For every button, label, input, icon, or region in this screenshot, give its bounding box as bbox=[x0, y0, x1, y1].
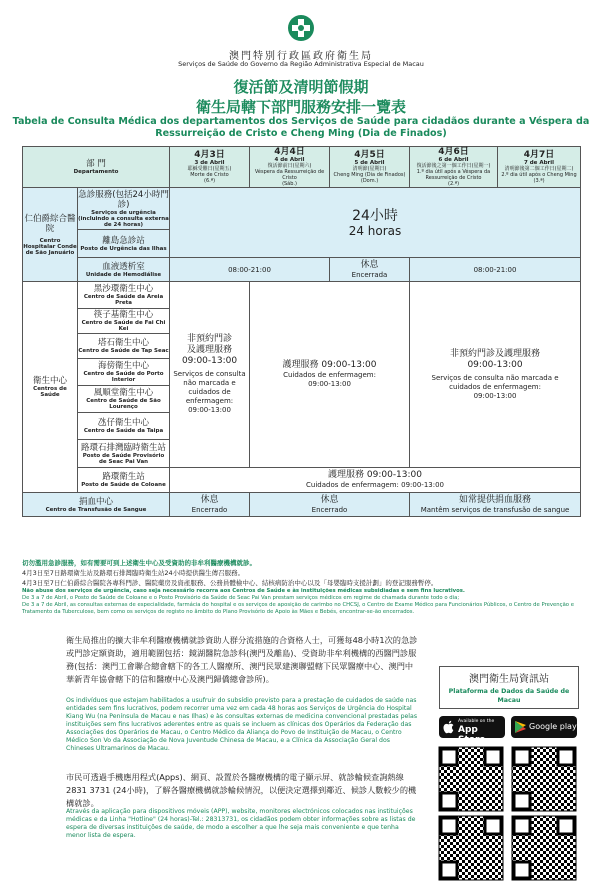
table-row bbox=[23, 188, 581, 230]
note-2-cn: 4月3日至7日路環衛生站及路環石排灣臨時衛生站24小時提供醫生傳召服務。 bbox=[22, 569, 245, 577]
apr3-hours: 09:00-13:00 bbox=[181, 356, 238, 366]
date-pt: 7 de Abril bbox=[524, 160, 555, 166]
org-name-pt: Serviços de Saúde do Governo da Região Administrativa Especial de Macau bbox=[178, 60, 424, 68]
centre-unit-pt: Centro de Saúde da Areia Preta bbox=[83, 294, 164, 306]
date-name-pt: 2.º dia útil após o Cheng Ming bbox=[501, 172, 577, 178]
centres-name-pt: Centros de Saúde bbox=[33, 386, 67, 398]
dialysis-unit-pt: Unidade de Hemodiálise bbox=[85, 271, 162, 278]
blood-open-pt: Mantêm serviços de transfusão de sangue bbox=[420, 505, 570, 514]
nursing-pt: Cuidados de enfermagem: bbox=[283, 371, 376, 379]
date-name-cn: 清明節(星期日) bbox=[352, 166, 387, 172]
date-name-pt: Cheng Ming (Dia de Finados) bbox=[333, 172, 406, 178]
note-1-cn: 切勿濫用急診服務，如有需要可到上述衛生中心及受資助的非牟利醫療機構就診。 bbox=[22, 559, 256, 567]
title-pt bbox=[0, 116, 602, 140]
hospital-name-cn: 仁伯爵綜合醫院 bbox=[24, 213, 76, 234]
islands-unit-cell bbox=[78, 230, 170, 258]
dialysis-unit-cell bbox=[78, 258, 170, 282]
dept-header-cn: 部 門 bbox=[86, 159, 106, 169]
schedule-table bbox=[22, 146, 581, 517]
blood-closed-cell bbox=[170, 493, 250, 517]
centre-unit-cn: 風順堂衛生中心 bbox=[93, 388, 154, 398]
apr67-service-cn: 非預約門診及護理服務 bbox=[450, 348, 541, 359]
blood-unit-cn: 捐血中心 bbox=[79, 496, 114, 507]
qr-code-website-icon[interactable] bbox=[439, 816, 503, 880]
apr3-pt-hours: 09:00-13:00 bbox=[188, 406, 231, 414]
date-name-cn: 復活節後之第一個工作日(星期一) bbox=[416, 163, 491, 169]
closed-cn: 休息 bbox=[200, 494, 219, 505]
date-cn: 4月4日 bbox=[274, 147, 305, 157]
closed-pt: Encerrado bbox=[191, 505, 228, 514]
note-3-pt: De 3 a 7 de Abril, as consultas externas de especialidade, farmácia do hospital e os serviços de aposição de carimbo no CHCSJ, o Centro de Exame Médico para Funcionários Públicos, o Centro de Prevenção e Tratamento da Tuberculose, bem como os serviços de registo no âmbito do Plano Provisório de Apoio às Mães e Bebés, encontrar-se-ão encerrados. bbox=[22, 602, 574, 615]
title-pt-line2: Ressurreição de Cristo e Cheng Ming (Dia de Finados) bbox=[155, 128, 447, 139]
date-cn: 4月3日 bbox=[194, 150, 225, 160]
coloane-cn: 護理服務 09:00-13:00 bbox=[328, 470, 422, 480]
apr3-service-cn1: 非預約門診 bbox=[187, 334, 233, 344]
date-name-cn: 清明節後第二個工作日(星期二) bbox=[504, 166, 574, 172]
coloane-pt: Cuidados de enfermagem: 09:00-13:00 bbox=[306, 481, 444, 489]
info-station-pt: Plataforma de Dados da Saúde de Macau bbox=[448, 688, 570, 704]
centre-unit-pt: Centro de Saúde de Tap Seac bbox=[78, 348, 169, 354]
date-col-apr6 bbox=[410, 147, 498, 188]
date-pt: 4 de Abril bbox=[274, 157, 305, 163]
h24-pt: 24 horas bbox=[348, 223, 402, 238]
er-unit-pt: Serviços de urgência (incluindo a consulta externa de 24 horas) bbox=[78, 209, 169, 228]
er-unit-cn: 急診服務(包括24小時門診) bbox=[78, 189, 169, 210]
title-pt-line1: Tabela de Consulta Médica dos departamentos dos Serviços de Saúde para cidadãos durante a Véspera da bbox=[12, 116, 590, 127]
date-pt: 3 de Abril bbox=[194, 160, 225, 166]
h24-cn: 24小時 bbox=[352, 207, 398, 224]
qr-code-google-play-icon[interactable] bbox=[512, 747, 576, 811]
centre-unit-pt: Posto de Saúde Provisório de Seac Pai Van bbox=[82, 452, 165, 465]
note-2-pt: De 3 a 7 de Abril, o Posto de Saúde de Coloane e o Posto Provisório da Saúde de Seac Pai Van prestam serviços médicos em regime de chamada durante todo o dia; bbox=[22, 595, 460, 601]
info-station-cn: 澳門衛生局資訊站 bbox=[469, 674, 549, 685]
dept-header bbox=[23, 147, 170, 188]
centre-unit bbox=[78, 359, 170, 386]
dialysis-hours-2: 08:00-21:00 bbox=[410, 258, 581, 282]
date-name-cn: 耶穌受難日(星期五) bbox=[187, 166, 232, 172]
date-col-apr5 bbox=[330, 147, 410, 188]
paragraph-2-pt: Através da aplicação para dispositivos móveis (APP), website, monitores electrónicos colocados nas instituições médicas e da Linha "Hotline" (24 horas)-Tel.: 28313731, os cidadãos podem obter informações sobre as listas de espera de diversas instituições de saúde, de modo a escolher a que lhe seja mais conveniente e que tenha menor lista de espera. bbox=[66, 808, 416, 839]
centres-apr67-cell bbox=[410, 282, 581, 468]
table-row bbox=[23, 493, 581, 517]
centres-name-cn: 衛生中心 bbox=[32, 376, 67, 386]
date-cn: 4月6日 bbox=[438, 147, 469, 157]
centre-unit-pt: Centro de Saúde de São Lourenço bbox=[86, 398, 161, 410]
date-col-apr7 bbox=[498, 147, 581, 188]
blood-closed2-cell bbox=[250, 493, 410, 517]
dialysis-hours: 08:00-21:00 bbox=[170, 258, 330, 282]
closed-pt: Encerrado bbox=[311, 505, 348, 514]
paragraph-1-pt: Os indivíduos que estejam habilitados a usufruir do subsídio previsto para a prestação de cuidados de saúde nas entidades sem fins lucrativos, podem recorrer uma vez em cada 48 horas aos Serviços de Urgência do Hospital Kiang Wu (na Península de Macau e nas Ilhas) e às consultas externas de medicina convencional prestadas pelas instituições sem fins lucrativos aderentes entre as quais se incluem as clínicas dos Operários da Federação das Associações dos Operários de Macau, o Centro Médico da Aliança do Povo de Instituição de Macau, o Centro Médico Son Vo da Associação de Nova Juventude Chinesa de Macau, e a Clínica da Associação Geral dos Chineses Ultramarinos de Macau. bbox=[66, 697, 418, 752]
date-col-apr3 bbox=[170, 147, 250, 188]
date-cn: 4月7日 bbox=[523, 150, 555, 160]
blood-unit-cell bbox=[23, 493, 170, 517]
centre-unit-cn: 塔石衛生中心 bbox=[98, 338, 150, 348]
blood-unit-pt: Centro de Transfusão de Sangue bbox=[45, 506, 147, 513]
centres-nursing-cell bbox=[250, 282, 410, 468]
date-cn: 4月5日 bbox=[354, 150, 385, 160]
centre-unit-cn: 路環石排灣臨時衛生站 bbox=[81, 442, 167, 453]
date-name-pt: Morte de Cristo bbox=[190, 172, 229, 178]
centre-unit bbox=[78, 386, 170, 413]
apr67-hours: 09:00-13:00 bbox=[467, 359, 523, 370]
org-name-cn: 澳門特別行政區政府衛生局 bbox=[229, 51, 373, 62]
blood-open-cell bbox=[410, 493, 581, 517]
date-pt: 6 de Abril bbox=[438, 157, 469, 163]
date-pt: 5 de Abril bbox=[354, 160, 385, 166]
centre-unit-cn: 筷子基衛生中心 bbox=[93, 310, 154, 320]
islands-unit-cn: 離島急診站 bbox=[102, 235, 145, 246]
paragraph-2-cn: 市民可透過手機應用程式(Apps)、網頁、設置於各醫療機構的電子顯示屏、就診輪候查詢熱線2831 3731 (24小時)，了解各醫療機構就診輪候情況，以便決定選擇到鄰近、候診人數較少的機構就診。 bbox=[66, 772, 417, 808]
nursing-cn: 護理服務 09:00-13:00 bbox=[282, 360, 377, 370]
app-store-label: App Store bbox=[458, 725, 486, 745]
er-unit-cell bbox=[78, 188, 170, 230]
centre-unit bbox=[78, 282, 170, 309]
centre-unit bbox=[78, 413, 170, 440]
closed-cn: 休息 bbox=[320, 494, 339, 505]
centre-unit-pt: Centro de Saúde de Fai Chi Kei bbox=[81, 320, 166, 332]
date-weekday: (Sáb.) bbox=[282, 181, 297, 187]
blood-open-cn: 如常提供捐血服務 bbox=[459, 494, 532, 505]
centre-unit-cn: 海傍衛生中心 bbox=[98, 361, 150, 371]
app-store-badge[interactable] bbox=[439, 716, 505, 745]
table-row bbox=[23, 282, 581, 309]
hospital-name-pt: Centro Hospitalar Conde de São Januário bbox=[23, 237, 77, 256]
table-header-row bbox=[23, 147, 581, 188]
qr-code-wechat-icon[interactable] bbox=[512, 816, 576, 880]
date-col-apr4 bbox=[250, 147, 330, 188]
info-station-box bbox=[439, 666, 579, 709]
qr-codes bbox=[438, 746, 578, 882]
table-row bbox=[23, 258, 581, 282]
apr67-pt-hours: 09:00-13:00 bbox=[473, 391, 517, 400]
centre-unit-pt: Posto de Saúde de Coloane bbox=[81, 482, 166, 488]
centre-unit-cn: 氹仔衛生中心 bbox=[98, 418, 150, 428]
date-weekday: (2.ª) bbox=[448, 181, 460, 187]
date-name-cn: 復活節前日(星期六) bbox=[267, 163, 312, 169]
health-bureau-logo-icon bbox=[287, 14, 315, 42]
dialysis-closed bbox=[330, 258, 410, 282]
qr-code-app-store-icon[interactable] bbox=[439, 747, 503, 811]
centre-unit-pt: Centro de Saúde do Porto Interior bbox=[83, 371, 164, 383]
dialysis-unit-cn: 血液透析室 bbox=[102, 261, 145, 272]
centres-apr3-cell bbox=[170, 282, 250, 468]
apr3-service-pt: Serviços de consulta não marcada e cuidados de enfermagem: bbox=[173, 370, 246, 405]
closed-pt: Encerrada bbox=[351, 270, 388, 279]
dept-header-pt: Departamento bbox=[73, 169, 119, 175]
centre-unit bbox=[78, 309, 170, 334]
centre-unit bbox=[78, 468, 170, 493]
islands-unit-pt: Posto de Urgência das Ilhas bbox=[80, 245, 167, 252]
centre-unit bbox=[78, 440, 170, 468]
apple-icon bbox=[443, 720, 455, 734]
apr3-service-cn2: 及護理服務 bbox=[187, 345, 233, 355]
date-name-pt: 1.º dia útil após a Véspera da Ressurreição de Cristo bbox=[416, 169, 491, 181]
title-cn-line1: 復活節及清明節假期 bbox=[233, 78, 369, 96]
centre-unit-pt: Centro de Saúde da Taipa bbox=[83, 428, 164, 434]
centres-cell bbox=[23, 282, 78, 493]
date-weekday: (6.ª) bbox=[204, 178, 216, 184]
google-play-badge[interactable] bbox=[511, 716, 577, 738]
note-3-cn: 4月3日至7日仁伯爵綜合醫院各專科門診、醫院藥房及資產服務、公務員體檢中心、結核病防治中心以及「母嬰臨時支援計劃」的登記服務暫停。 bbox=[22, 579, 438, 587]
hospital-cell bbox=[23, 188, 78, 282]
date-weekday: (Dom.) bbox=[360, 178, 379, 184]
title-cn-line2: 衛生局轄下部門服務安排一覽表 bbox=[195, 98, 406, 116]
google-play-icon bbox=[515, 721, 526, 733]
centre-unit bbox=[78, 334, 170, 359]
nursing-pt-hours: 09:00-13:00 bbox=[308, 380, 351, 388]
note-1-pt: Não abuse dos serviços de urgência, caso seja necessário recorra aos Centros de Saúde e às instituições médicas subsidiadas e sem fins lucrativos. bbox=[22, 588, 465, 594]
coloane-cell bbox=[170, 468, 581, 493]
closed-cn: 休息 bbox=[360, 259, 379, 270]
paragraph-1-cn: 衛生局推出的擴大非牟利醫療機構就診資助人群分流措施的合資格人士，可獲每48小時1次的急診或門診定額資助，適用範圍包括：鏡湖醫院急診科(澳門及離島)、受資助非牟利機構的西醫門診服務(包括：澳門工會聯合總會轄下的各工人醫療所、澳門民眾建澳聯盟轄下民眾醫療中心、澳門中華新青年協會轄下的信和醫療中心及澳門歸僑總會診所)。 bbox=[66, 635, 418, 684]
app-store-small-label: Available on the bbox=[458, 719, 495, 724]
h24-cell bbox=[170, 188, 581, 258]
date-name-pt: Véspera da Ressurreição de Cristo bbox=[254, 169, 325, 181]
centre-unit-cn: 黑沙環衛生中心 bbox=[93, 284, 154, 294]
google-play-label: Google play bbox=[529, 722, 577, 731]
date-weekday: (3.ª) bbox=[533, 178, 545, 184]
apr67-service-pt: Serviços de consulta não marcada e cuidados de enfermagem: bbox=[431, 373, 559, 391]
notes-block bbox=[22, 558, 580, 616]
centre-unit-cn: 路環衛生站 bbox=[102, 472, 145, 482]
table-row bbox=[23, 468, 581, 493]
